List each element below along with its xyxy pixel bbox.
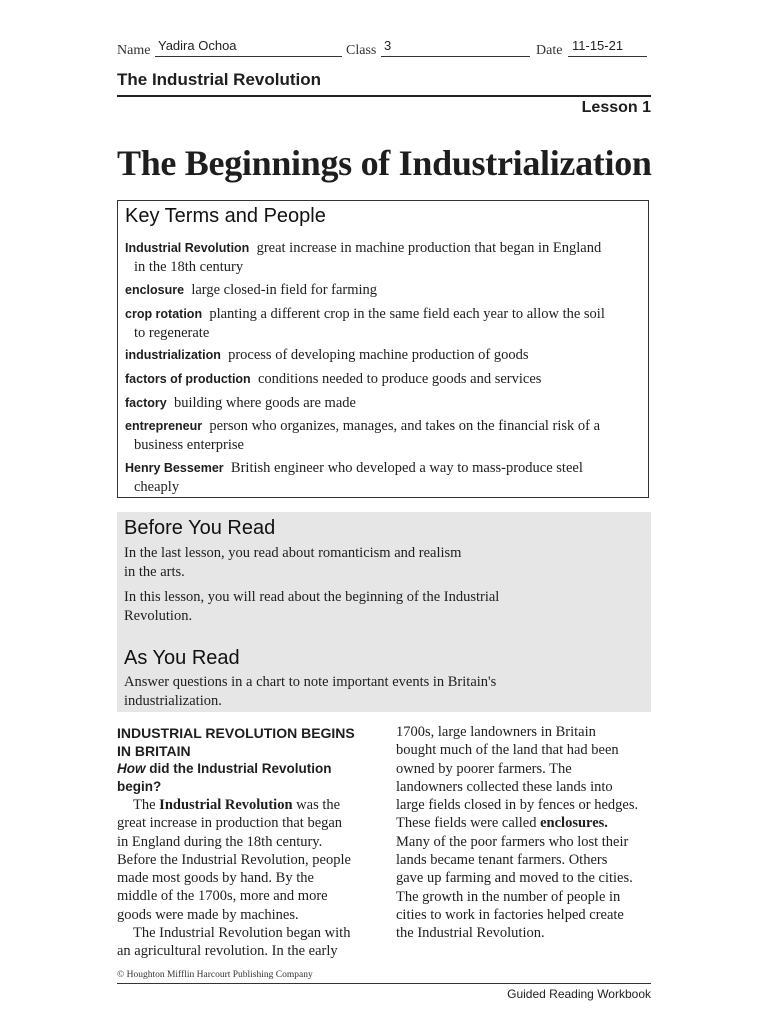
text-segment: Before the Industrial Revolution, people — [117, 851, 351, 868]
question-text-cont: begin? — [117, 779, 162, 794]
section-question — [117, 760, 382, 796]
workbook-label: Guided Reading Workbook — [507, 987, 651, 1001]
class-field[interactable] — [381, 38, 530, 57]
body-text-line — [117, 833, 387, 851]
text-segment: landowners collected these lands into — [396, 778, 613, 795]
question-emphasis: How — [117, 761, 146, 776]
text-segment: large fields closed in by fences or hedges. — [396, 797, 639, 814]
body-text-line — [396, 796, 658, 814]
text-segment: made most goods by hand. By the — [117, 870, 314, 887]
class-value: 3 — [384, 38, 392, 53]
text-segment: Many of the poor farmers who lost their — [396, 833, 629, 850]
body-text-line — [396, 906, 658, 924]
text-segment: The — [133, 797, 160, 813]
term-name: Industrial Revolution — [125, 241, 250, 255]
term-definition-cont: in the 18th century — [134, 258, 244, 275]
term-definition: person who organizes, manages, and takes on the financial risk of a — [209, 418, 601, 434]
body-text-line — [117, 924, 387, 942]
term-definition-cont: cheaply — [134, 478, 180, 495]
body-text-line — [396, 833, 658, 851]
date-label: Date — [536, 43, 563, 58]
term-henry-bessemer — [125, 459, 641, 496]
body-text-line — [396, 723, 658, 741]
body-text-line — [117, 814, 387, 832]
term-name: factory — [125, 396, 167, 410]
term-name: entrepreneur — [125, 419, 203, 433]
key-terms-heading: Key Terms and People — [125, 205, 326, 227]
text-segment: middle of the 1700s, more and more — [117, 888, 328, 905]
lesson-number: Lesson 1 — [581, 99, 651, 116]
term-definition: British engineer who developed a way to mass-produce steel — [230, 460, 583, 476]
body-text-line — [117, 906, 387, 924]
before-you-read-heading: Before You Read — [124, 517, 276, 539]
before-you-read-p1 — [124, 544, 524, 581]
text-segment: owned by poorer farmers. The — [396, 760, 572, 777]
term-factory — [125, 394, 641, 413]
question-text: did the Industrial Revolution — [145, 761, 332, 776]
body-text-line — [396, 741, 658, 759]
reading-guide-panel — [117, 512, 651, 712]
term-name: industrialization — [125, 348, 221, 362]
term-factors-of-production — [125, 370, 641, 389]
text-line: In this lesson, you will read about the beginning of the Industrial — [124, 589, 500, 605]
as-you-read-text — [124, 673, 554, 710]
text-segment: gave up farming and moved to the cities. — [396, 870, 633, 887]
body-text-line — [117, 851, 387, 869]
term-crop-rotation — [125, 305, 641, 342]
body-text-line — [396, 869, 658, 887]
text-segment: bought much of the land that had been — [396, 742, 619, 759]
body-text-line — [396, 888, 658, 906]
name-value: Yadira Ochoa — [158, 38, 237, 53]
text-line: Answer questions in a chart to note important events in Britain's — [124, 674, 497, 690]
body-text-line — [396, 814, 658, 832]
text-line: INDUSTRIAL REVOLUTION BEGINS — [117, 725, 355, 741]
unit-title: The Industrial Revolution — [117, 70, 322, 89]
term-name: enclosure — [125, 283, 185, 297]
date-value: 11-15-21 — [572, 38, 624, 53]
text-line: IN BRITAIN — [117, 743, 191, 759]
section-heading — [117, 724, 382, 760]
before-you-read-p2 — [124, 588, 564, 625]
term-definition-cont: to regenerate — [134, 324, 210, 341]
key-terms-box — [117, 200, 649, 498]
text-segment: The growth in the number of people in — [396, 888, 621, 905]
term-definition: great increase in machine production that began in England — [256, 240, 602, 256]
text-segment: These fields were called — [396, 815, 541, 832]
body-text-line — [396, 851, 658, 869]
left-column-body — [117, 796, 387, 961]
text-segment: The Industrial Revolution began with — [133, 925, 351, 942]
body-text-line — [117, 796, 387, 814]
term-enclosure — [125, 281, 641, 300]
header-rule — [117, 95, 651, 97]
text-segment: the Industrial Revolution. — [396, 925, 545, 942]
body-text-line — [396, 760, 658, 778]
term-definition: building where goods are made — [173, 395, 356, 411]
term-definition: process of developing machine production of goods — [228, 347, 529, 363]
term-name: factors of production — [125, 372, 251, 386]
body-text-line — [117, 942, 387, 960]
text-line: industrialization. — [124, 692, 222, 709]
date-field[interactable] — [568, 38, 647, 57]
text-line: In the last lesson, you read about romanticism and realism — [124, 545, 462, 561]
text-segment: goods were made by machines. — [117, 906, 299, 923]
term-definition: large closed-in field for farming — [191, 282, 378, 298]
bold-term: Industrial Revolution — [159, 797, 293, 813]
body-text-line — [396, 778, 658, 796]
as-you-read-heading: As You Read — [124, 647, 240, 669]
body-text-line — [117, 887, 387, 905]
text-segment: in England during the 18th century. — [117, 833, 323, 850]
term-industrialization — [125, 346, 641, 365]
name-label: Name — [117, 43, 151, 58]
term-industrial-revolution — [125, 239, 641, 276]
text-segment: cities to work in factories helped create — [396, 906, 624, 923]
page-title: The Beginnings of Industrialization — [117, 143, 652, 183]
text-segment: lands became tenant farmers. Others — [396, 852, 608, 869]
class-label: Class — [346, 43, 377, 58]
body-text-line — [396, 924, 658, 942]
text-segment: an agricultural revolution. In the early — [117, 943, 338, 960]
name-field[interactable] — [155, 38, 342, 57]
text-line: in the arts. — [124, 563, 185, 580]
body-text-line — [117, 869, 387, 887]
bold-term: enclosures. — [540, 815, 608, 832]
footer-rule — [117, 983, 651, 984]
term-entrepreneur — [125, 417, 641, 454]
right-column-body — [396, 723, 658, 943]
term-name: crop rotation — [125, 307, 203, 321]
term-definition-cont: business enterprise — [134, 436, 244, 453]
term-definition: conditions needed to produce goods and services — [257, 371, 542, 387]
copyright-notice: © Houghton Mifflin Harcourt Publishing Company — [117, 970, 313, 980]
text-segment: was the — [292, 797, 341, 813]
text-segment: great increase in production that began — [117, 815, 343, 832]
text-line: Revolution. — [124, 607, 193, 624]
term-definition: planting a different crop in the same field each year to allow the soil — [209, 306, 605, 322]
term-name: Henry Bessemer — [125, 461, 224, 475]
text-segment: 1700s, large landowners in Britain — [396, 724, 596, 740]
